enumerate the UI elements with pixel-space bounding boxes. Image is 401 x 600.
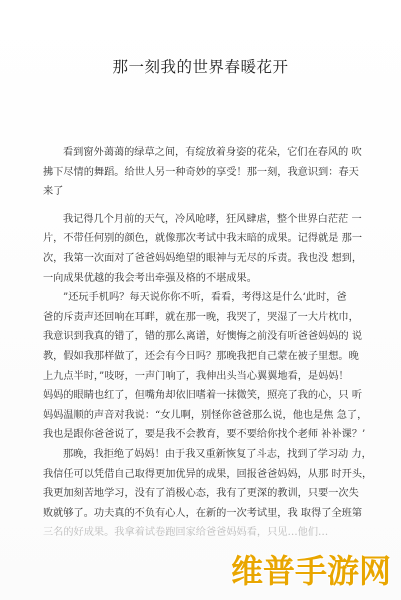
- paragraph-line: 来了: [43, 186, 64, 198]
- paragraph-line: 拂下尽情的舞蹈。给世人另一种奇妙的享受！那一刻，我意识到：春天: [43, 166, 359, 178]
- paragraph-line: 妈妈温顺的声音对我说：“女儿啊，别怪你爸爸那么说，他也是焦 急了，: [43, 409, 368, 421]
- paragraph-line: 那晚，我拒绝了妈妈！由于我又重新恢复了斗志，找到了学习动 力，: [63, 448, 372, 460]
- site-watermark: 维普手游网: [230, 552, 391, 590]
- paragraph-line: 看到窗外蔼蔼的绿草之间，有绽放着身姿的花朵，它们在春风的 吹: [63, 147, 362, 158]
- paragraph-line: 我信任可以凭借自己取得更加优异的成果，回报爸爸妈妈，从那 时开头，: [43, 468, 373, 480]
- paragraph-line: 片，不带任何别的颜色，就像那次考试中我末暗的成果。记得就是 那一: [43, 233, 363, 245]
- paragraph-line: 一向成果优越的我会考出牵强及格的不堪成果。: [43, 272, 257, 284]
- paragraph-line: 教，假如我那样做了，还会有今日吗？那晚我把自己蒙在被子里想。晚: [43, 350, 359, 362]
- paragraph-line: 我更加刻苦地学习，没有了消极心态，我有了更深的教训，只要一次失: [43, 488, 359, 500]
- paragraph-line: 我意识到我真的错了，错的那么离谱，好懊悔之前没有听爸爸妈妈的 说: [43, 331, 363, 343]
- paragraph-line: 次，我第一次面对了爸爸妈妈绝望的眼神与无尽的斥责。我也没 想到，: [43, 252, 363, 264]
- document-body: [43, 143, 373, 543]
- paragraph-line: 三名的好成果。我拿着试卷跑回家给爸爸妈妈看，只见…他们…: [43, 527, 329, 539]
- paragraph-line: ”还玩手机吗？每天说你你不听，看看，考得这是什么‘此时，爸: [63, 292, 347, 304]
- paragraph-line: 妈妈的眼睛也红了，但嘴角却依旧嗜着一抹微笑，照亮了我的心，只 听: [43, 390, 363, 402]
- paragraph-line: 我也是跟你爸爸说了，要是我不会教育，要不要给你找个老师 补补课？’: [43, 429, 366, 441]
- paragraph-line: 爸的斥责声还回响在耳畔，就在那一晚，我哭了，哭湿了一大片枕巾，: [43, 311, 359, 323]
- paragraph-line: 败就够了。功夫真的不负有心人，在新的一次考试里，我 取得了全班第: [43, 507, 363, 519]
- document-title: 那一刻我的世界春暖花开: [112, 58, 289, 76]
- paragraph-line: 我记得几个月前的天气，冷风呛哮，狂风肆虐，整个世界白茫茫 一: [63, 213, 362, 225]
- paragraph-line: 上九点半时，”吱呀，一声门响了，我伸出头当心翼翼地看，是妈妈！: [43, 370, 349, 382]
